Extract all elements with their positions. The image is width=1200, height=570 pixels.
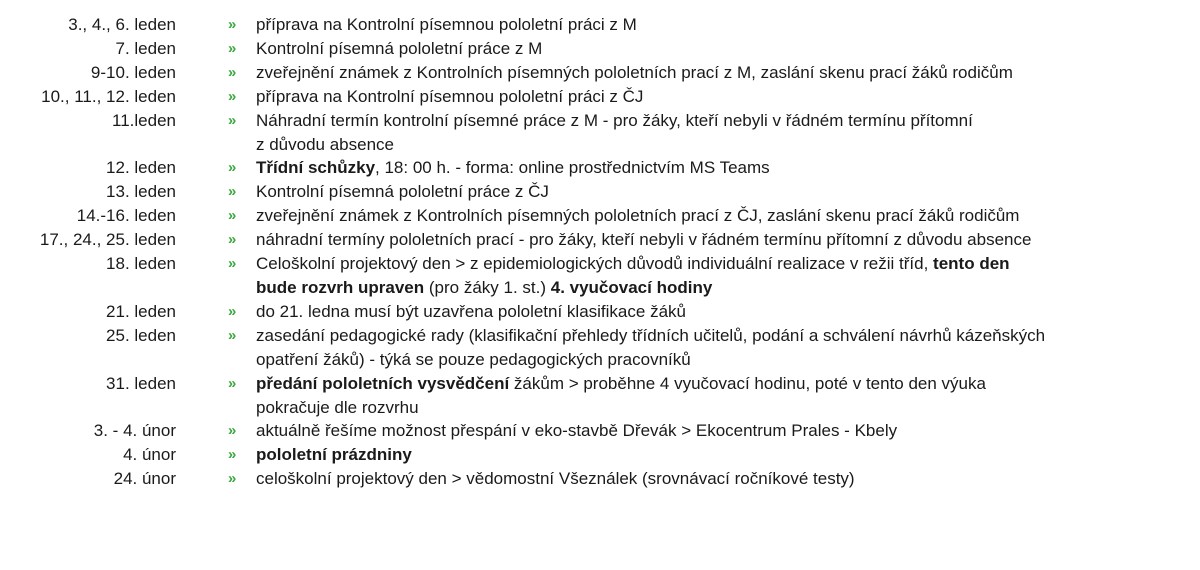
description-bold-text: tento den: [933, 254, 1010, 274]
description-text: pokračuje dle rozvrhu: [256, 397, 419, 417]
description-text: Náhradní termín kontrolní písemné práce z M - pro žáky, kteří nebyli v řádném termínu přítomní: [256, 110, 973, 130]
double-chevron-right-icon: »: [228, 183, 237, 201]
double-chevron-right-icon: »: [228, 470, 237, 488]
schedule-row: [0, 109, 1200, 157]
schedule-description: [256, 61, 1166, 85]
description-text: aktuálně řešíme možnost přespání v eko-stavbě Dřevák > Ekocentrum Prales - Kbely: [256, 421, 898, 441]
schedule-description: [256, 204, 1166, 228]
double-chevron-right-icon: »: [228, 231, 237, 249]
description-bold-text: Třídní schůzky: [256, 158, 376, 178]
schedule-row: [0, 300, 1200, 324]
description-text: Kontrolní písemná pololetní práce z M: [256, 38, 543, 58]
schedule-description: [256, 228, 1166, 252]
description-text: opatření žáků) - týká se pouze pedagogických pracovníků: [256, 349, 691, 369]
schedule-description: [256, 85, 1166, 109]
schedule-row: [0, 324, 1200, 372]
double-chevron-right-icon: »: [228, 207, 237, 225]
schedule-row: [0, 467, 1200, 491]
schedule-description: [256, 372, 1166, 420]
description-text: Kontrolní písemná pololetní práce z ČJ: [256, 182, 549, 202]
schedule-date: 17., 24., 25. leden: [39, 230, 176, 250]
schedule-description: [256, 324, 1166, 372]
description-text: náhradní termíny pololetních prací - pro žáky, kteří nebyli v řádném termínu přítomní z důvodu absence: [256, 230, 1032, 250]
description-bold-text: pololetní prázdniny: [256, 445, 412, 465]
schedule-date: 14.-16. leden: [76, 206, 176, 226]
double-chevron-right-icon: »: [228, 326, 237, 344]
schedule-date: 11.leden: [112, 110, 176, 130]
description-text: celoškolní projektový den > vědomostní Všeználek (srovnávací ročníkové testy): [256, 469, 855, 489]
schedule-row: [0, 61, 1200, 85]
schedule-date: 13. leden: [106, 182, 176, 202]
schedule-date: 7. leden: [115, 38, 176, 58]
description-text: , 18: 00 h. - forma: online prostřednictvím MS Teams: [375, 158, 770, 178]
schedule-date: 21. leden: [106, 301, 176, 321]
schedule-description: [256, 37, 1166, 61]
schedule-row: [0, 85, 1200, 109]
description-bold-text: 4. vyučovací hodiny: [550, 277, 713, 297]
schedule-row: [0, 443, 1200, 467]
description-text: z důvodu absence: [256, 134, 394, 154]
schedule-description: [256, 109, 1166, 157]
description-bold-text: předání pololetních vysvědčení: [256, 373, 510, 393]
schedule-date: 9-10. leden: [90, 62, 176, 82]
schedule-description: [256, 300, 1166, 324]
schedule-description: [256, 419, 1166, 443]
double-chevron-right-icon: »: [228, 255, 237, 273]
schedule-row: [0, 204, 1200, 228]
double-chevron-right-icon: »: [228, 446, 237, 464]
schedule-description: [256, 180, 1166, 204]
double-chevron-right-icon: »: [228, 302, 237, 320]
description-text: (pro žáky 1. st.): [424, 277, 551, 297]
schedule-description: [256, 252, 1166, 300]
schedule-description: [256, 443, 1166, 467]
schedule-row: [0, 13, 1200, 37]
schedule-date: 12. leden: [106, 158, 176, 178]
description-text: zasedání pedagogické rady (klasifikační přehledy třídních učitelů, podání a schválení návrhů kázeňských: [256, 325, 1046, 345]
double-chevron-right-icon: »: [228, 63, 237, 81]
double-chevron-right-icon: »: [228, 422, 237, 440]
description-text: zveřejnění známek z Kontrolních písemných pololetních prací z ČJ, zaslání skenu prací žáků rodičům: [256, 206, 1020, 226]
schedule-date: 3., 4., 6. leden: [68, 15, 176, 34]
description-text: Celoškolní projektový den > z epidemiologických důvodů individuální realizace v režii tříd,: [256, 254, 934, 274]
schedule-row: [0, 419, 1200, 443]
schedule-date: 4. únor: [123, 445, 176, 465]
description-text: příprava na Kontrolní písemnou pololetní práci z M: [256, 15, 637, 34]
schedule-row: [0, 228, 1200, 252]
schedule-date: 24. únor: [113, 469, 176, 489]
schedule-description: [256, 467, 1166, 491]
double-chevron-right-icon: »: [228, 111, 237, 129]
double-chevron-right-icon: »: [228, 39, 237, 57]
double-chevron-right-icon: »: [228, 374, 237, 392]
double-chevron-right-icon: »: [228, 87, 237, 105]
schedule-row: [0, 372, 1200, 420]
description-bold-text: bude rozvrh upraven: [256, 277, 425, 297]
schedule-row: [0, 180, 1200, 204]
description-text: zveřejnění známek z Kontrolních písemných pololetních prací z M, zaslání skenu prací žáků rodičům: [256, 62, 1013, 82]
schedule-description: [256, 13, 1166, 37]
schedule-row: [0, 37, 1200, 61]
double-chevron-right-icon: »: [228, 159, 237, 177]
description-text: žákům > proběhne 4 vyučovací hodinu, poté v tento den výuka: [509, 373, 986, 393]
schedule-description: [256, 156, 1166, 180]
double-chevron-right-icon: »: [228, 16, 237, 33]
schedule-row: [0, 156, 1200, 180]
description-text: do 21. ledna musí být uzavřena pololetní klasifikace žáků: [256, 301, 686, 321]
schedule-date: 18. leden: [106, 254, 176, 274]
schedule-row: [0, 252, 1200, 300]
schedule-date: 10., 11., 12. leden: [41, 86, 176, 106]
schedule-date: 3. - 4. únor: [93, 421, 176, 441]
schedule-date: 25. leden: [106, 325, 176, 345]
description-text: příprava na Kontrolní písemnou pololetní práci z ČJ: [256, 86, 644, 106]
schedule-date: 31. leden: [106, 373, 176, 393]
